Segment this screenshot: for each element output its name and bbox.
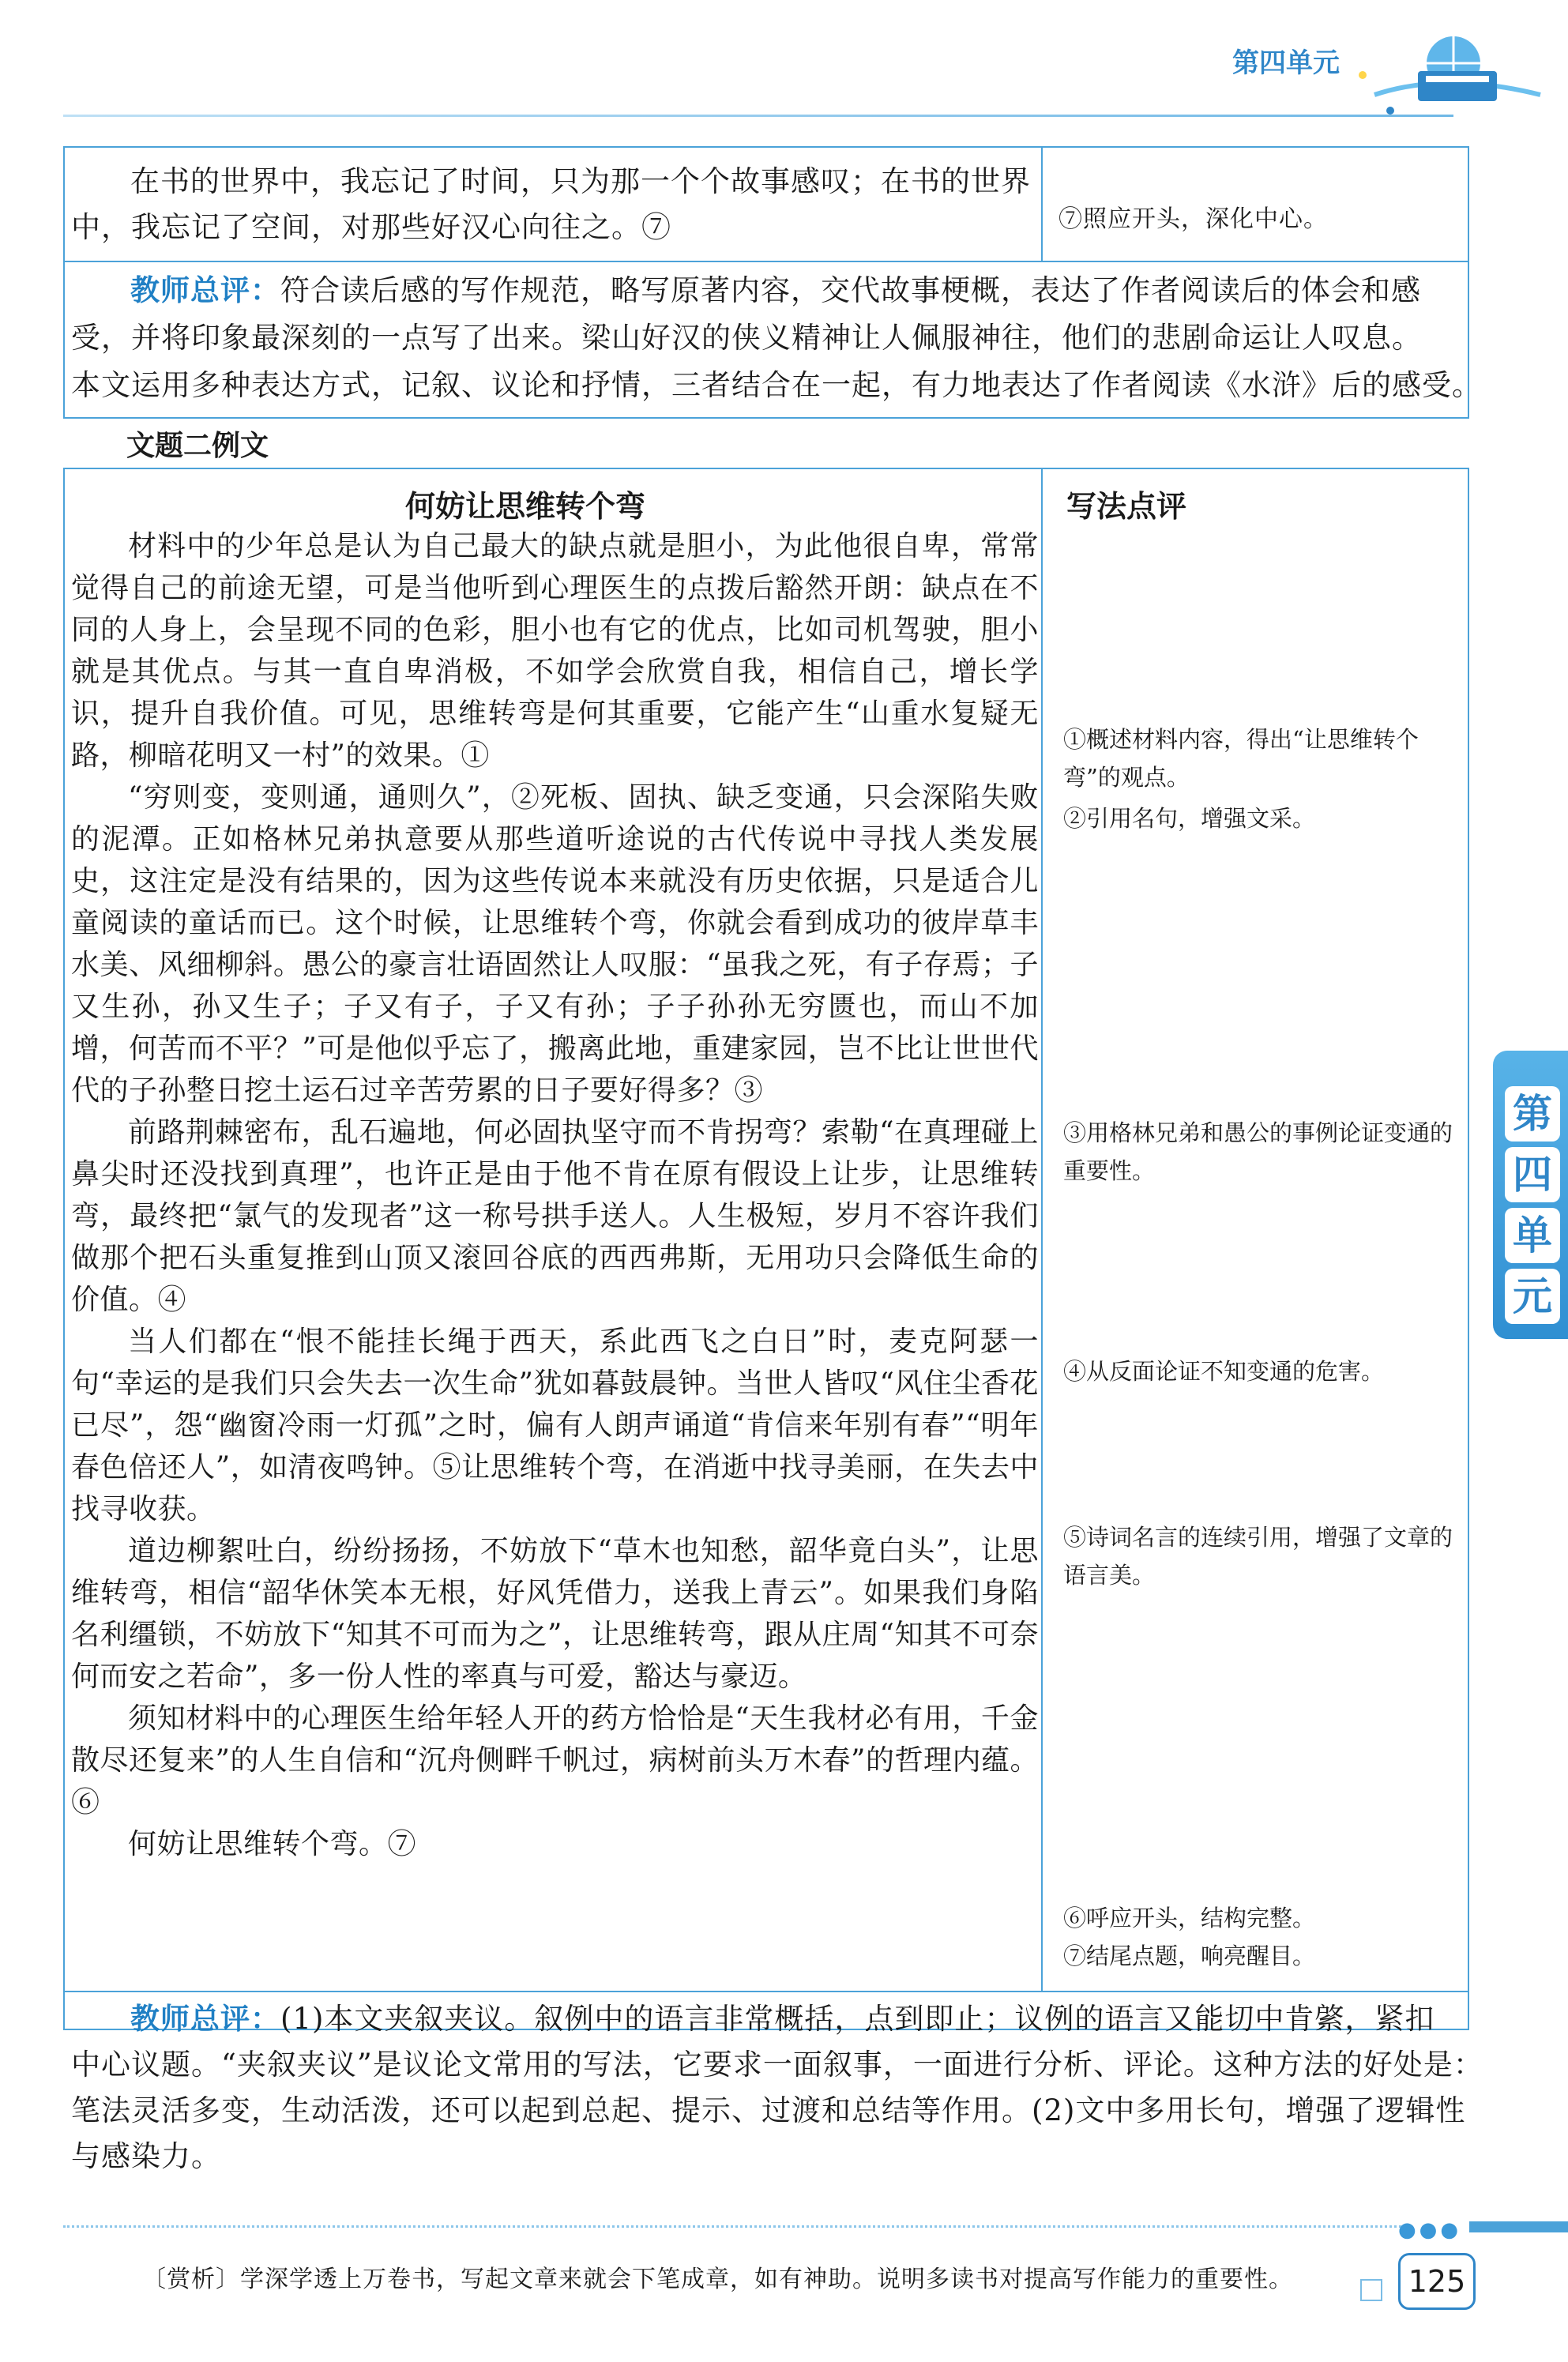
top-teacher-line-1 — [130, 267, 1421, 314]
comment-6: ⑥呼应开头，结构完整。 — [1063, 1905, 1316, 1931]
essay-body — [71, 525, 1039, 1865]
page-number: 125 — [1398, 2253, 1476, 2310]
side-tab-char: 四 — [1505, 1147, 1560, 1202]
teacher-review-label: 教师总评： — [130, 273, 280, 307]
comment-3: ③用格林兄弟和愚公的事例论证变通的重要性。 — [1063, 1119, 1453, 1184]
top-divider-horizontal — [63, 261, 1469, 262]
essay-divider-horizontal — [63, 1991, 1469, 1992]
comment-1: ①概述材料内容，得出“让思维转个弯”的观点。 — [1063, 726, 1419, 791]
header-rule — [63, 115, 1453, 117]
teacher-review-label: 教师总评： — [130, 2002, 280, 2036]
comment-4: ④从反面论证不知变通的危害。 — [1063, 1358, 1385, 1385]
book-globe-icon — [1343, 16, 1568, 126]
essay-paragraph: 前路荆棘密布，乱石遍地，何必固执坚守而不肯拐弯？索勒“在真理碰上鼻尖时还没找到真理”，也许正是由于他不肯在原有假设上让步，让思维转弯，最终把“氯气的发现者”这一称号拱手送人。人生极短，岁月不容许我们做那个把石头重复推到山顶又滚回谷底的西西弗斯，无用功只会降低生命的价值。④ — [71, 1116, 1039, 1316]
side-tab-char: 第 — [1505, 1086, 1560, 1142]
teacher-review-text-1: (1)本文夹叙夹议。叙例中的语言非常概括，点到即止；议例的语言又能切中肯綮，紧扣 — [280, 2002, 1435, 2036]
footer-bar — [1469, 2221, 1568, 2232]
essay-paragraph: 材料中的少年总是认为自己最大的缺点就是胆小，为此他很自卑，常常觉得自己的前途无望，可是当他听到心理医生的点拨后豁然开朗：缺点在不同的人身上，会呈现不同的色彩，胆小也有它的优点，比如司机驾驶，胆小就是其优点。与其一直自卑消极，不如学会欣赏自我，相信自己，增长学识，提升自我价值。可见，思维转弯是何其重要，它能产生“山重水复疑无路，柳暗花明又一村”的效果。① — [71, 530, 1039, 772]
comment-7: ⑦结尾点题，响亮醒目。 — [1063, 1943, 1316, 1969]
essay-title: 何妨让思维转个弯 — [404, 489, 645, 524]
side-tab-char: 元 — [1505, 1269, 1560, 1324]
top-divider-vertical — [1041, 146, 1043, 261]
essay-teacher-line-1 — [130, 1995, 1435, 2043]
essay-teacher-line-4: 与感染力。 — [71, 2139, 221, 2173]
comment-heading: 写法点评 — [1066, 489, 1187, 524]
side-tab-char: 单 — [1505, 1208, 1560, 1263]
unit-header-label: 第四单元 — [1232, 47, 1340, 79]
top-essay-line-1: 在书的世界中，我忘记了时间，只为那一个个故事感叹；在书的世界 — [130, 164, 1031, 198]
comment-2: ②引用名句，增强文采。 — [1063, 805, 1316, 832]
top-comment: ⑦照应开头，深化中心。 — [1058, 205, 1328, 233]
top-teacher-line-2: 受，并将印象最深刻的一点写了出来。梁山好汉的侠义精神让人佩服神往，他们的悲剧命运让人叹息。 — [71, 321, 1422, 355]
essay-teacher-line-3: 笔法灵活多变，生动活泼，还可以起到总起、提示、过渡和总结等作用。(2)文中多用长句，增强了逻辑性 — [71, 2093, 1466, 2127]
top-teacher-line-3: 本文运用多种表达方式，记叙、议论和抒情，三者结合在一起，有力地表达了作者阅读《水浒》后的感受。 — [71, 368, 1482, 402]
comment-5: ⑤诗词名言的连续引用，增强了文章的语言美。 — [1063, 1524, 1453, 1589]
essay-paragraph: 须知材料中的心理医生给年轻人开的药方恰恰是“天生我材必有用，千金散尽还复来”的人生自信和“沉舟侧畔千帆过，病树前头万木春”的哲理内蕴。⑥ — [71, 1702, 1039, 1819]
essay-teacher-line-2: 中心议题。“夹叙夹议”是议论文常用的写法，它要求一面叙事，一面进行分析、评论。这种方法的好处是： — [71, 2048, 1483, 2082]
essay-paragraph: 何妨让思维转个弯。⑦ — [128, 1828, 417, 1860]
essay-paragraph: 道边柳絮吐白，纷纷扬扬，不妨放下“草木也知愁，韶华竟白头”，让思维转弯，相信“韶华休笑本无根，好风凭借力，送我上青云”。如果我们身陷名利缰锁，不妨放下“知其不可而为之”，让思维转弯，跟从庄周“知其不可奈何而安之若命”，多一份人性的率真与可爱，豁达与豪迈。 — [71, 1535, 1039, 1693]
essay-divider-vertical — [1041, 468, 1043, 1991]
top-essay-line-2: 中，我忘记了空间，对那些好汉心向往之。⑦ — [71, 210, 671, 244]
footer-note: 〔赏析〕学深学透上万卷书，写起文章来就会下笔成章，如有神助。说明多读书对提高写作能力的重要性。 — [142, 2266, 1293, 2293]
section-title: 文题二例文 — [126, 430, 269, 462]
essay-paragraph: 当人们都在“恨不能挂长绳于西天，系此西飞之白日”时，麦克阿瑟一句“幸运的是我们只会失去一次生命”犹如暮鼓晨钟。当世人皆叹“风住尘香花已尽”，怨“幽窗冷雨一灯孤”之时，偏有人朗声诵道“肯信来年别有春”“明年春色倍还人”，如清夜鸣钟。⑤让思维转个弯，在消逝中找寻美丽，在失去中找寻收获。 — [71, 1326, 1039, 1525]
footer-rule — [63, 2225, 1406, 2228]
square-icon — [1360, 2279, 1382, 2301]
essay-paragraph: “穷则变，变则通，通则久”，②死板、固执、缺乏变通，只会深陷失败的泥潭。正如格林兄弟执意要从那些道听途说的古代传说中寻找人类发展史，这注定是没有结果的，因为这些传说本来就没有历史依据，只是适合儿童阅读的童话而已。这个时候，让思维转个弯，你就会看到成功的彼岸草丰水美、风细柳斜。愚公的豪言壮语固然让人叹服：“虽我之死，有子存焉；子又生孙，孙又生子；子又有子，子又有孙；子子孙孙无穷匮也，而山不加增，何苦而不平？”可是他似乎忘了，搬离此地，重建家园，岂不比让世世代代的子孙整日挖土运石过辛苦劳累的日子要好得多？③ — [71, 781, 1039, 1107]
teacher-review-text-1: 符合读后感的写作规范，略写原著内容，交代故事梗概，表达了作者阅读后的体会和感 — [280, 273, 1421, 307]
footer-dots-icon: ●●● — [1398, 2218, 1462, 2242]
